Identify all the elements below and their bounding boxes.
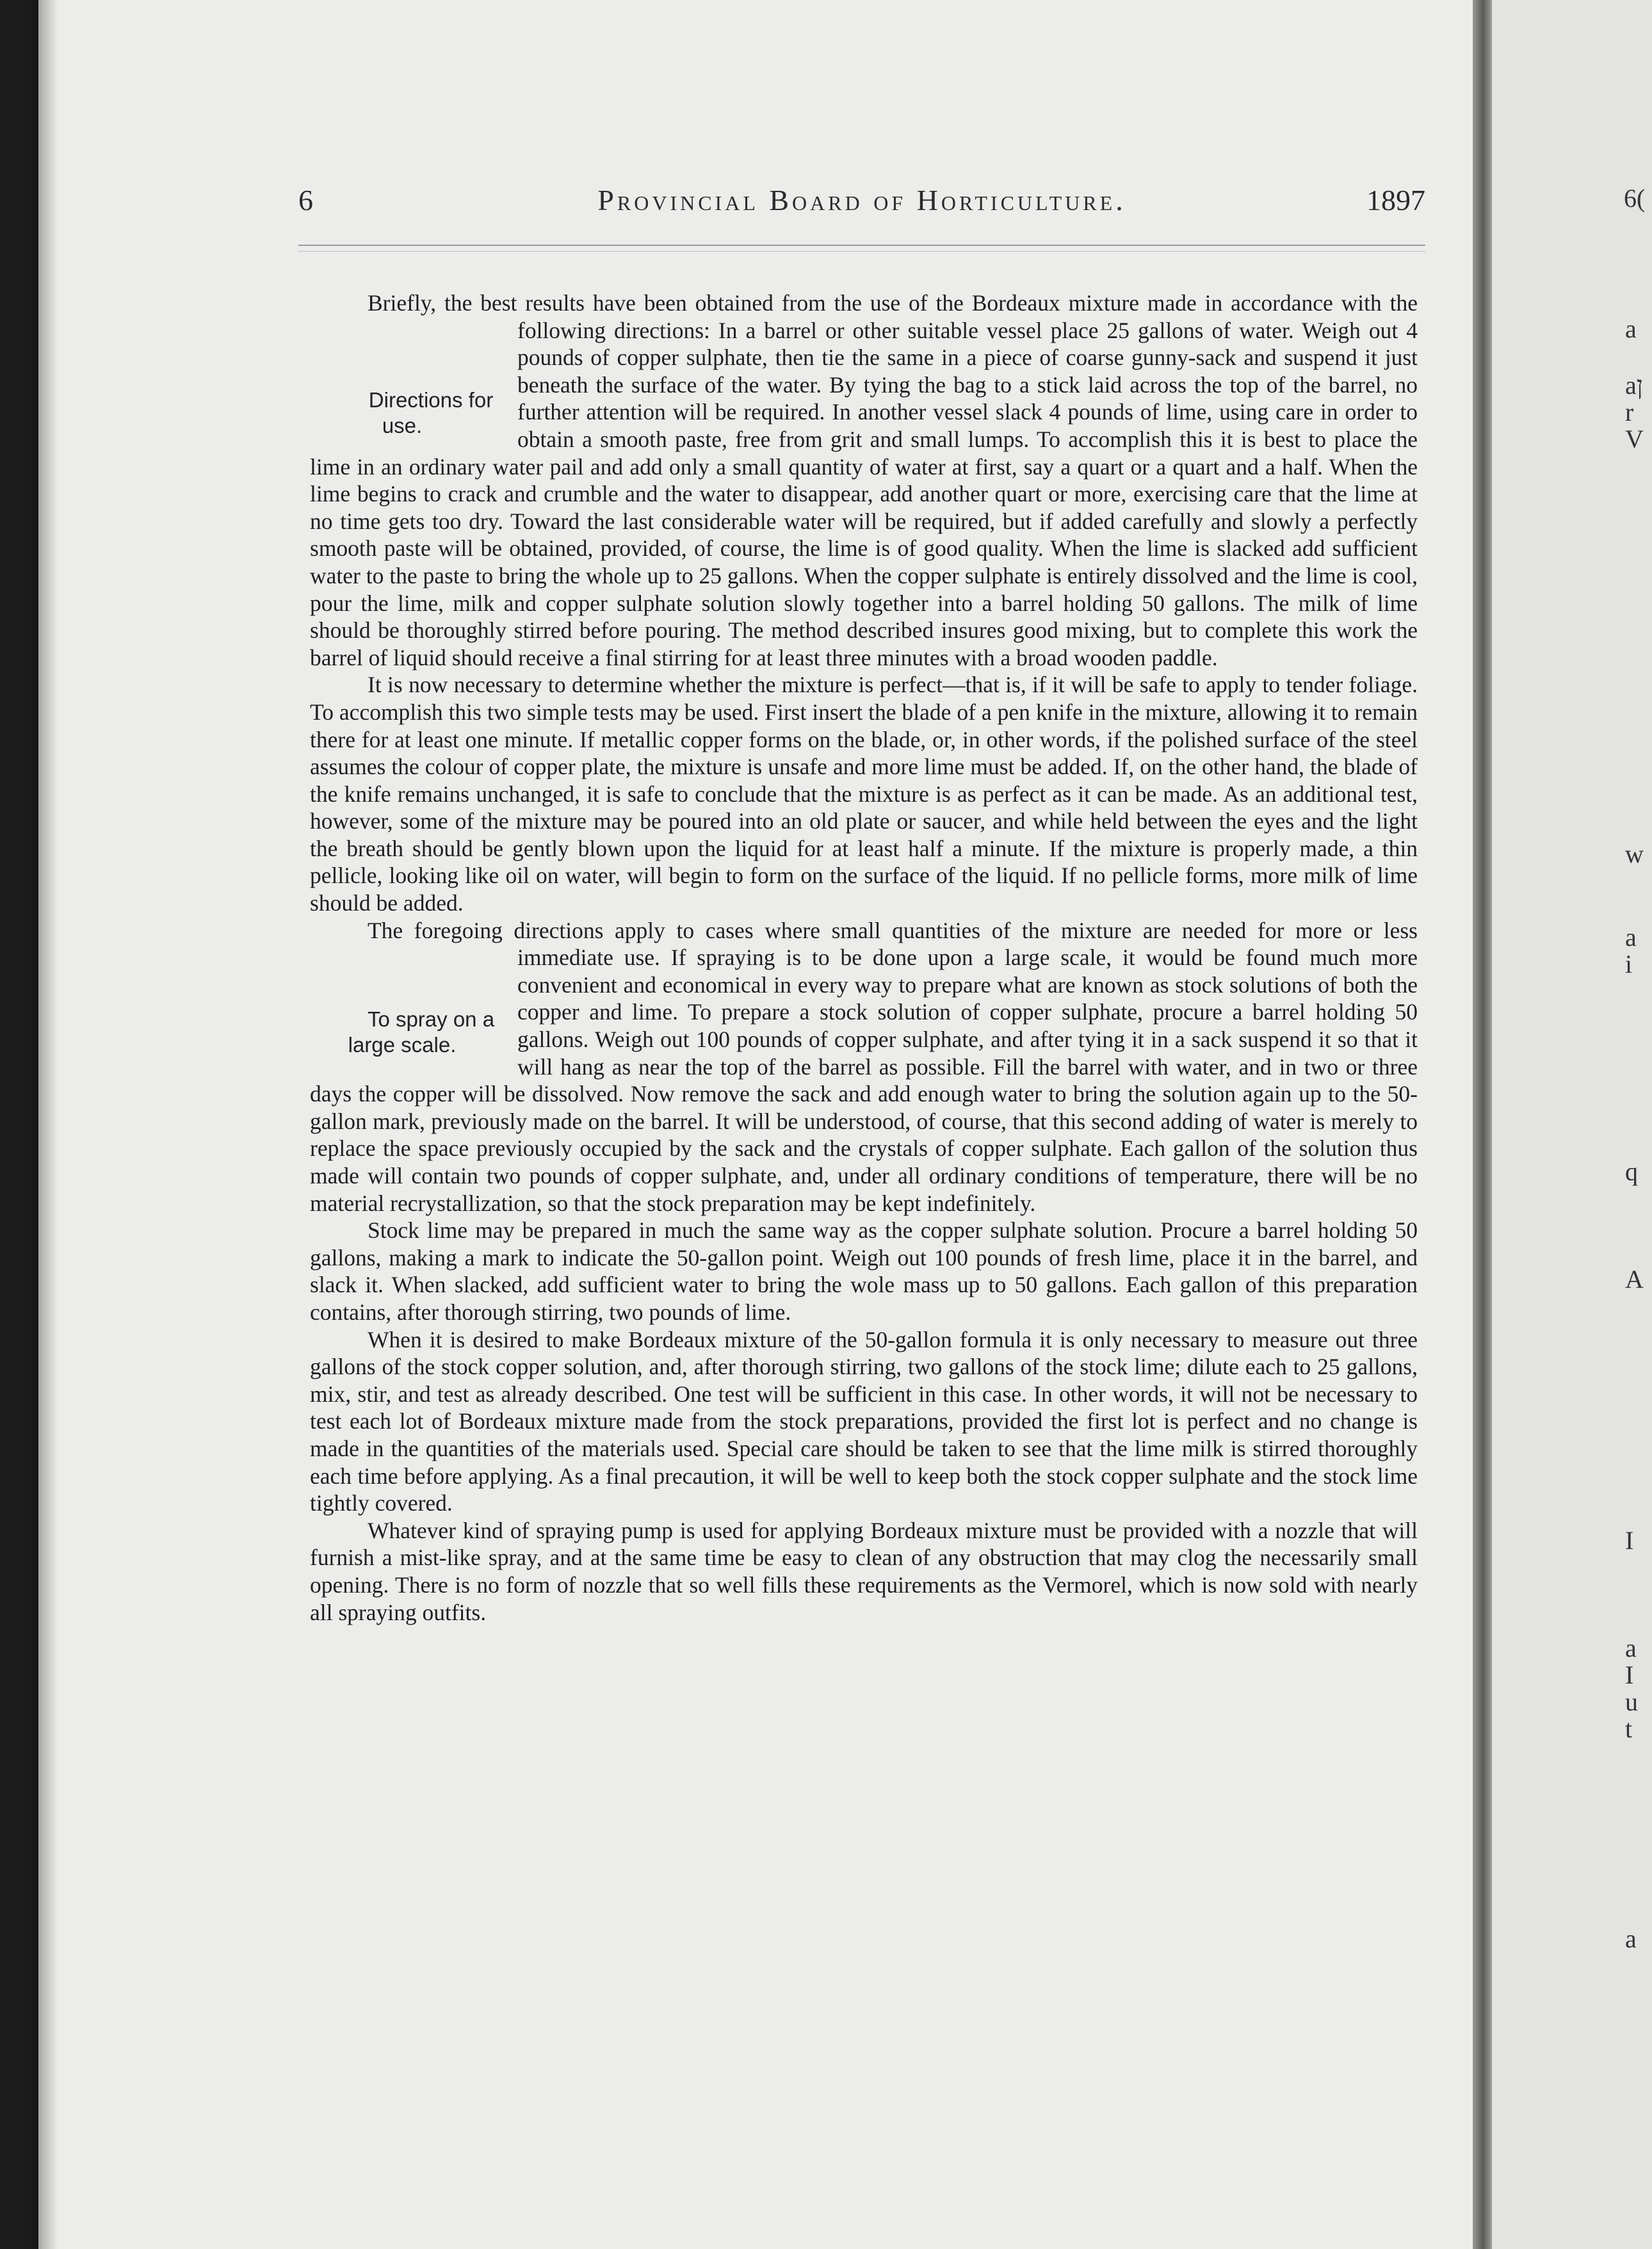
- page-number: 6: [298, 184, 313, 216]
- facing-page-fragment: a: [1625, 314, 1637, 343]
- facing-page-fragment: a: [1625, 923, 1637, 952]
- paragraph-testing: It is now necessary to determine whether the mixture is perfect—that is, if it will be safe to apply to tender foliage. To accomplish this two simple tests may be used. First insert the blade of a pen knife in the mixture, allowing it to remain there for at least one minute. If metallic copper forms on the blade, or, in other words, if the polished surface of the steel assumes the colour of copper plate, the mixture is unsafe and more lime must be added. If, on the other hand, the blade of the knife remains unchanged, it is safe to conclude that the mixture is as perfect as it can be made. As an additional test, however, some of the mixture may be poured into an old plate or saucer, and while held between the eyes and the light the breath should be gently blown upon the liquid for at least half a minute. If the mixture is properly made, a thin pellicle, looking like oil on water, will begin to form on the surface of the liquid. If no pellicle forms, more milk of lime should be added.: [310, 672, 1418, 916]
- facing-page-fragment: a: [1625, 1634, 1637, 1662]
- facing-page-fragment: A: [1625, 1265, 1644, 1294]
- facing-page-fragment: aן: [1625, 371, 1643, 400]
- facing-page-fragment: t: [1625, 1714, 1633, 1743]
- article-body: [310, 289, 1418, 1626]
- paragraph-directions: [310, 289, 1418, 671]
- facing-page-fragment: u: [1625, 1687, 1638, 1716]
- facing-page-fragment: w: [1625, 840, 1644, 868]
- sidenote-large-scale: To spray on a large scale.: [348, 1007, 495, 1057]
- facing-page-fragment: a: [1625, 1924, 1637, 1953]
- paragraph-directions-intro: Briefly, the best results have been obtained from the use of the Bordeaux mixture made in accordance with the following directions:: [368, 290, 1418, 343]
- paragraph-formula: When it is desired to make Bordeaux mixture of the 50-gallon formula it is only necessary to measure out three gallons of the stock copper solution, and, after thorough stirring, two gallons of the stock lime; dilute each to 25 gallons, mix, stir, and test as already described. One test will be sufficient in this case. In other words, it will not be necessary to test each lot of Bordeaux mixture made from the stock preparations, provided the first lot is perfect and no change is made in the quantities of the materials used. Special care should be taken to see that the lime milk is stirred thoroughly each time before applying. As a final precaution, it will be well to keep both the stock copper sulphate and the stock lime tightly covered.: [310, 1326, 1418, 1516]
- paragraph-nozzle: Whatever kind of spraying pump is used for applying Bordeaux mixture must be provided with a nozzle that will furnish a mist-like spray, and at the same time be easy to clean of any obstruction that may clog the necessarily small opening. There is no form of nozzle that so well fills these requirements as the Vermorel, which is now sold with nearly all spraying outfits.: [310, 1517, 1418, 1625]
- running-header: [298, 183, 1425, 222]
- sidenote-directions: Directions for use.: [368, 387, 494, 437]
- paragraph-large-scale-intro: The foregoing directions apply to cases where small quantities of the mixture are needed for more or less immediate use.: [368, 917, 1418, 971]
- facing-page-fragment: V: [1625, 425, 1644, 453]
- paragraph-large-scale: [310, 917, 1418, 1217]
- header-rule-bottom: [298, 251, 1425, 252]
- running-title: Provincial Board of Horticulture.: [597, 184, 1126, 216]
- paragraph-large-scale-body: If spraying is to be done upon a large scale, it would be found much more convenient and economical in every way to prepare what are known as stock solutions of both the copper and lime. To prepare a stock solution of copper sulphate, procure a barrel holding 50 gallons. Weigh out 100 pounds of copper sulphate, and after tying it in a sack suspend it so that it will hang as near the top of the barrel as possible. Fill the barrel with water, and in two or three days the copper will be dissolved. Now remove the sack and add enough water to bring the solution again up to the 50-gallon mark, previously made on the barrel. It will be understood, of course, that this second adding of water is merely to replace the space previously occupied by the sack and the crystals of copper sulphate. Each gallon of the solution thus made will contain two pounds of copper sulphate, and, under all ordinary conditions of temperature, there will be no material recrystallization, so that the stock preparation may be kept indefinitely.: [310, 945, 1418, 1216]
- page-edge-shadow: [38, 0, 58, 2249]
- facing-page-fragment: 6(: [1624, 184, 1646, 213]
- header-rule-top: [298, 245, 1425, 246]
- facing-page-fragment: q: [1625, 1157, 1638, 1186]
- facing-page-fragment: r: [1625, 398, 1634, 426]
- facing-page-fragment: i: [1625, 950, 1633, 978]
- header-year: 1897: [1366, 184, 1425, 216]
- paragraph-stock-lime: Stock lime may be prepared in much the same way as the copper sulphate solution. Procure a barrel holding 50 gallons, making a mark to indicate the 50-gallon point. Weigh out 100 pounds of fresh lime, place it in the barrel, and slack it. When slacked, add sufficient water to bring the wole mass up to 50 gallons. Each gallon of this preparation contains, after thorough stirring, two pounds of lime.: [310, 1217, 1418, 1325]
- paragraph-directions-body: In a barrel or other suitable vessel place 25 gallons of water. Weigh out 4 pounds of copper sulphate, then tie the same in a piece of coarse gunny-sack and suspend it just beneath the surface of the water. By tying the bag to a stick laid across the top of the barrel, no further attention will be required. In another vessel slack 4 pounds of lime, using care in order to obtain a smooth paste, free from grit and small lumps. To accomplish this it is best to place the lime in an ordinary water pail and add only a small quantity of water at first, say a quart or a quart and a half. When the lime begins to crack and crumble and the water to disappear, add another quart or more, exercising care that the lime at no time gets too dry. Toward the last considerable water will be required, but if added carefully and slowly a perfectly smooth paste will be obtained, provided, of course, the lime is of good quality. When the lime is slacked add sufficient water to the paste to bring the whole up to 25 gallons. When the copper sulphate is entirely dissolved and the lime is cool, pour the lime, milk and copper sulphate solution slowly together into a barrel holding 50 gallons. The milk of lime should be thoroughly stirred before pouring. The method described insures good mixing, but to complete this work the barrel of liquid should receive a final stirring for at least three minutes with a broad wooden paddle.: [310, 317, 1418, 670]
- facing-page-fragment: I: [1625, 1660, 1634, 1689]
- facing-page-fragment: I: [1625, 1526, 1634, 1555]
